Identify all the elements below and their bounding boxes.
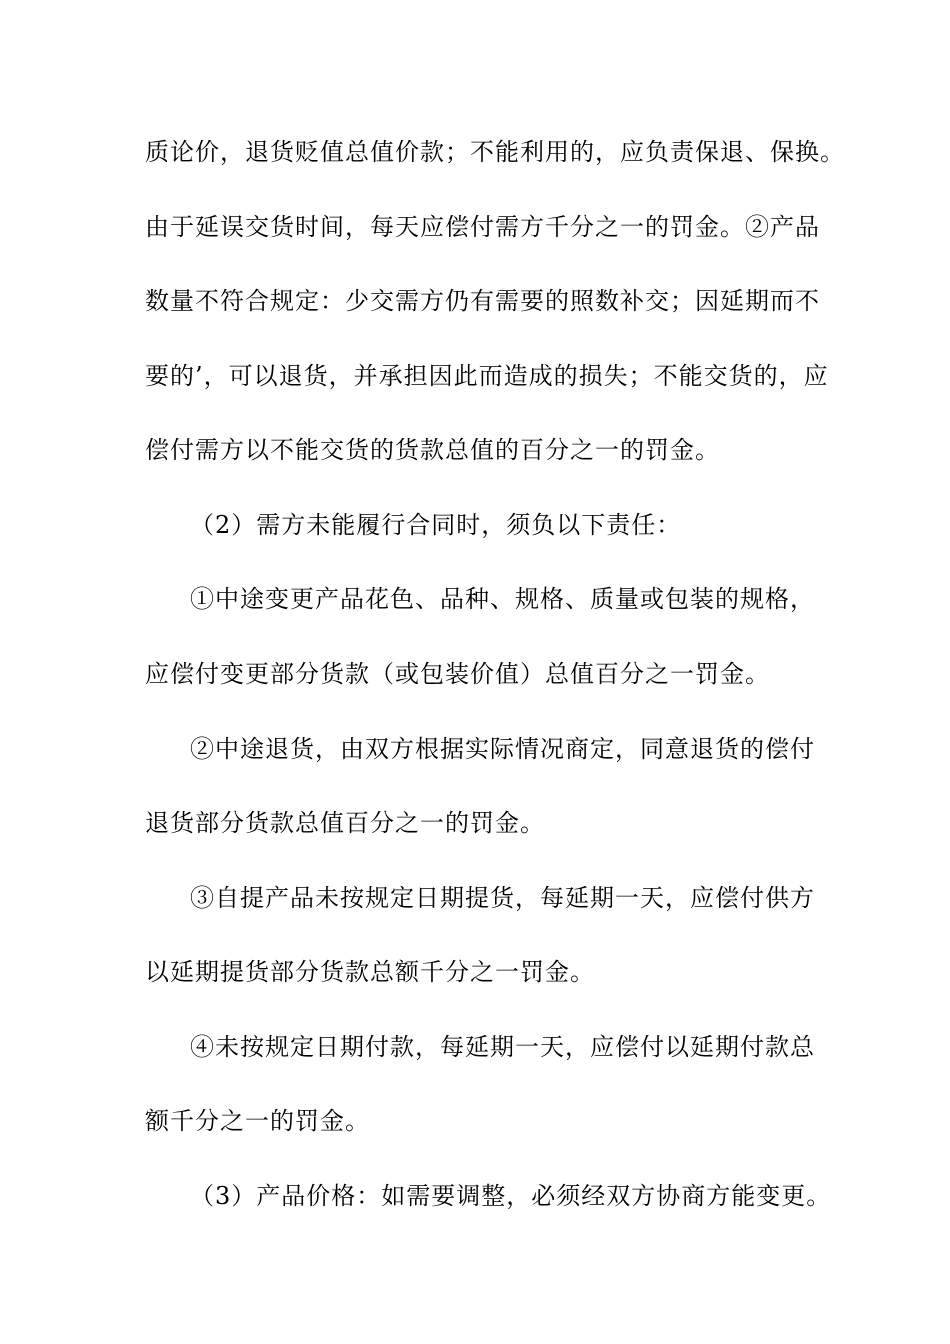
body-text-line: 额千分之一的罚金。: [145, 1107, 370, 1135]
section-heading-2: （2）需方未能履行合同时，须负以下责任：: [190, 511, 682, 539]
body-text-line: 数量不符合规定：少交需方仍有需要的照数补交；因延期而不: [145, 287, 820, 315]
body-text-line: 偿付需方以不能交货的货款总值的百分之一的罚金。: [145, 436, 720, 464]
body-text-line: 要的’，可以退货，并承担因此而造成的损失；不能交货的，应: [145, 362, 829, 390]
body-text-line: 由于延误交货时间，每天应偿付需方千分之一的罚金。②产品: [145, 213, 820, 241]
list-item-1: ①中途变更产品花色、品种、规格、质量或包装的规格，: [190, 585, 815, 613]
list-item-4: ④未按规定日期付款，每延期一天，应偿付以延期付款总: [190, 1033, 815, 1061]
list-item-3: ③自提产品未按规定日期提货，每延期一天，应偿付供方: [190, 884, 815, 912]
body-text-line: 应偿付变更部分货款（或包装价值）总值百分之一罚金。: [145, 660, 770, 688]
list-item-2: ②中途退货，由双方根据实际情况商定，同意退货的偿付: [190, 735, 815, 763]
body-text-line: 退货部分货款总值百分之一的罚金。: [145, 809, 545, 837]
body-text-line: 质论价，退货贬值总值价款；不能利用的，应负责保退、保换。: [145, 138, 845, 166]
body-text-line: 以延期提货部分货款总额千分之一罚金。: [145, 958, 595, 986]
section-heading-3: （3）产品价格：如需要调整，必须经双方协商方能变更。: [190, 1182, 832, 1210]
